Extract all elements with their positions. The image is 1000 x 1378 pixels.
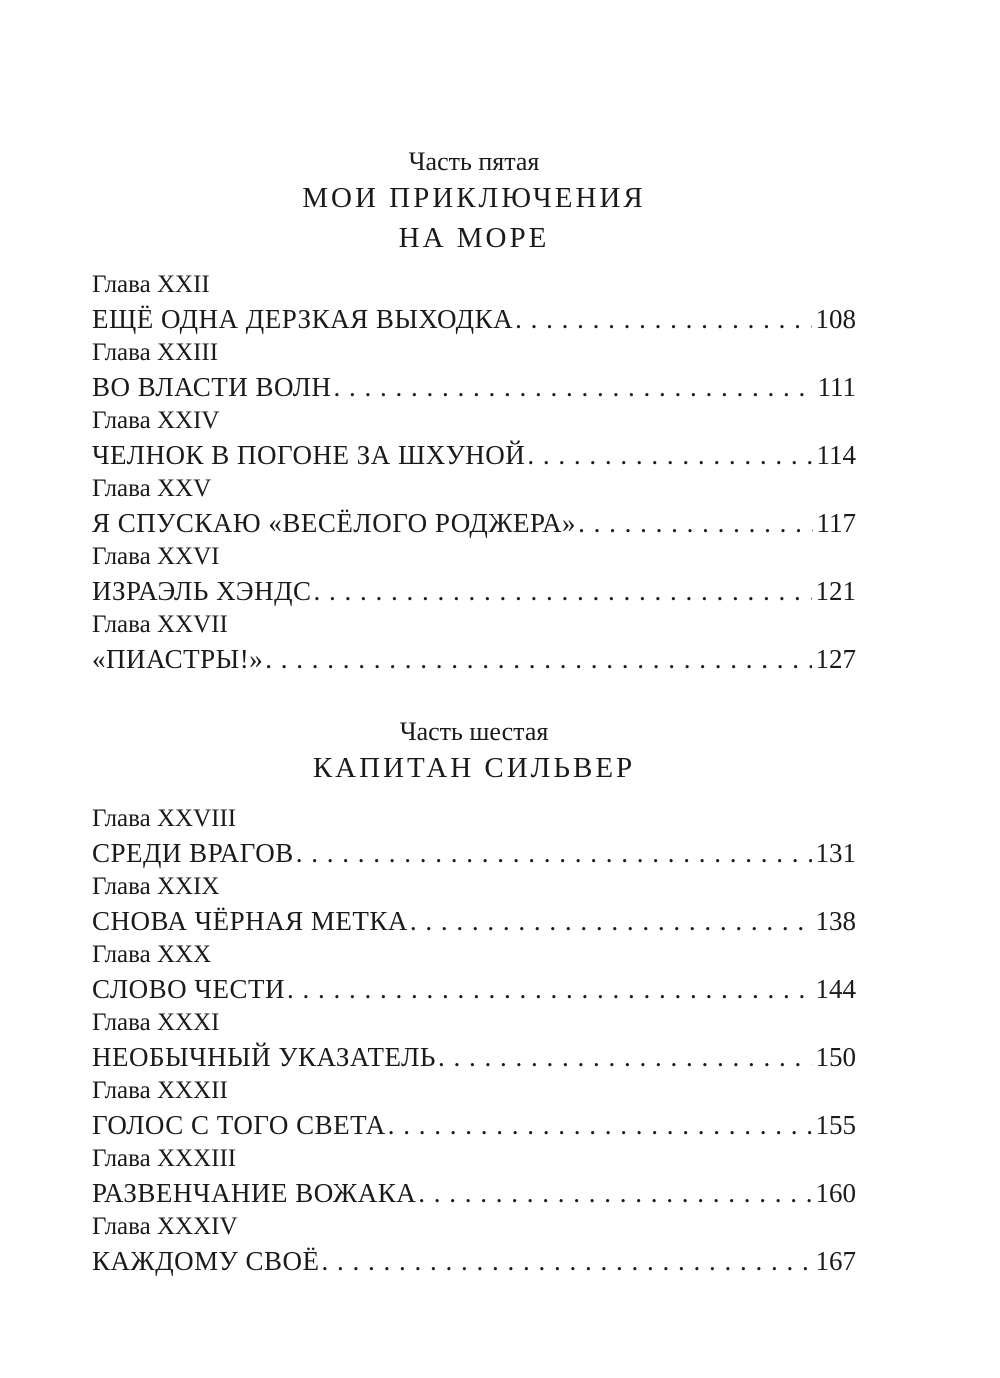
chapter-title: СНОВА ЧЁРНАЯ МЕТКА — [92, 906, 408, 936]
chapter-line — [92, 1244, 856, 1278]
chapter-title: Я СПУСКАЮ «ВЕСЁЛОГО РОДЖЕРА» — [92, 508, 577, 538]
chapter-line — [92, 574, 856, 608]
chapter-line — [92, 972, 856, 1006]
page-number: 160 — [815, 1178, 856, 1208]
chapter-line — [92, 302, 856, 336]
chapter-list — [92, 802, 856, 1278]
toc-entry[interactable] — [92, 540, 856, 608]
chapter-line — [92, 1040, 856, 1074]
page-number: 144 — [815, 974, 856, 1004]
dot-leader — [322, 1244, 812, 1278]
dot-leader — [438, 1040, 812, 1074]
chapter-line — [92, 370, 856, 404]
chapter-label: Глава XXVII — [92, 611, 228, 638]
part-six — [92, 716, 856, 1278]
page-number: 155 — [815, 1110, 856, 1140]
chapter-title: «ПИАСТРЫ!» — [92, 644, 264, 674]
chapter-title: КАЖДОМУ СВОЁ — [92, 1246, 320, 1276]
part-label: Часть пятая — [408, 147, 540, 176]
toc-entry[interactable] — [92, 472, 856, 540]
page-number: 117 — [816, 508, 856, 538]
page-number: 111 — [817, 372, 856, 402]
part-title-line: МОИ ПРИКЛЮЧЕНИЯ — [302, 182, 646, 214]
dot-leader — [333, 370, 813, 404]
chapter-title: ГОЛОС С ТОГО СВЕТА — [92, 1110, 386, 1140]
chapter-line — [92, 1108, 856, 1142]
part-heading — [92, 146, 856, 258]
chapter-line — [92, 904, 856, 938]
chapter-line — [92, 438, 856, 472]
dot-leader — [265, 642, 811, 676]
part-heading — [92, 716, 856, 788]
chapter-label: Глава XXIX — [92, 873, 220, 900]
chapter-label: Глава XXIII — [92, 339, 219, 366]
chapter-line — [92, 642, 856, 676]
chapter-title: ВО ВЛАСТИ ВОЛН — [92, 372, 332, 402]
toc-entry[interactable] — [92, 870, 856, 938]
page-number: 108 — [815, 304, 856, 334]
page-number: 167 — [815, 1246, 856, 1276]
dot-leader — [314, 574, 812, 608]
chapter-label: Глава XXXIII — [92, 1145, 237, 1172]
dot-leader — [287, 972, 812, 1006]
chapter-title: СЛОВО ЧЕСТИ — [92, 974, 285, 1004]
table-of-contents — [92, 140, 856, 1278]
dot-leader — [418, 1176, 811, 1210]
page-number: 131 — [815, 838, 856, 868]
chapter-label: Глава XXVI — [92, 543, 220, 570]
chapter-title: ЧЕЛНОК В ПОГОНЕ ЗА ШХУНОЙ — [92, 440, 526, 470]
chapter-line — [92, 836, 856, 870]
chapter-label: Глава XXIV — [92, 407, 220, 434]
chapter-title: НЕОБЫЧНЫЙ УКАЗАТЕЛЬ — [92, 1042, 436, 1072]
toc-entry[interactable] — [92, 336, 856, 404]
chapter-line — [92, 1176, 856, 1210]
part-title-line: НА МОРЕ — [398, 222, 550, 254]
toc-entry[interactable] — [92, 802, 856, 870]
page-number: 138 — [815, 906, 856, 936]
dot-leader — [578, 506, 812, 540]
toc-entry[interactable] — [92, 268, 856, 336]
dot-leader — [515, 302, 811, 336]
toc-entry[interactable] — [92, 404, 856, 472]
chapter-label: Глава XXX — [92, 941, 212, 968]
toc-entry[interactable] — [92, 1074, 856, 1142]
page-number: 114 — [816, 440, 856, 470]
page-number: 121 — [815, 576, 856, 606]
chapter-title: РАЗВЕНЧАНИЕ ВОЖАКА — [92, 1178, 417, 1208]
part-label: Часть шестая — [399, 717, 549, 746]
part-five — [92, 146, 856, 676]
page-number: 127 — [815, 644, 856, 674]
dot-leader — [388, 1108, 812, 1142]
chapter-label: Глава XXXI — [92, 1009, 220, 1036]
toc-entry[interactable] — [92, 1142, 856, 1210]
toc-entry[interactable] — [92, 1210, 856, 1278]
dot-leader — [527, 438, 812, 472]
chapter-title: СРЕДИ ВРАГОВ — [92, 838, 294, 868]
chapter-list — [92, 268, 856, 676]
chapter-line — [92, 506, 856, 540]
chapter-label: Глава XXII — [92, 271, 210, 298]
toc-entry[interactable] — [92, 938, 856, 1006]
toc-entry[interactable] — [92, 1006, 856, 1074]
chapter-label: Глава XXXII — [92, 1077, 228, 1104]
page-number: 150 — [815, 1042, 856, 1072]
part-title-line: КАПИТАН СИЛЬВЕР — [312, 752, 636, 784]
toc-entry[interactable] — [92, 608, 856, 676]
dot-leader — [410, 904, 812, 938]
chapter-label: Глава XXXIV — [92, 1213, 238, 1240]
chapter-label: Глава XXV — [92, 475, 212, 502]
chapter-label: Глава XXVIII — [92, 805, 237, 832]
dot-leader — [296, 836, 812, 870]
chapter-title: ИЗРАЭЛЬ ХЭНДС — [92, 576, 312, 606]
chapter-title: ЕЩЁ ОДНА ДЕРЗКАЯ ВЫХОДКА — [92, 304, 514, 334]
